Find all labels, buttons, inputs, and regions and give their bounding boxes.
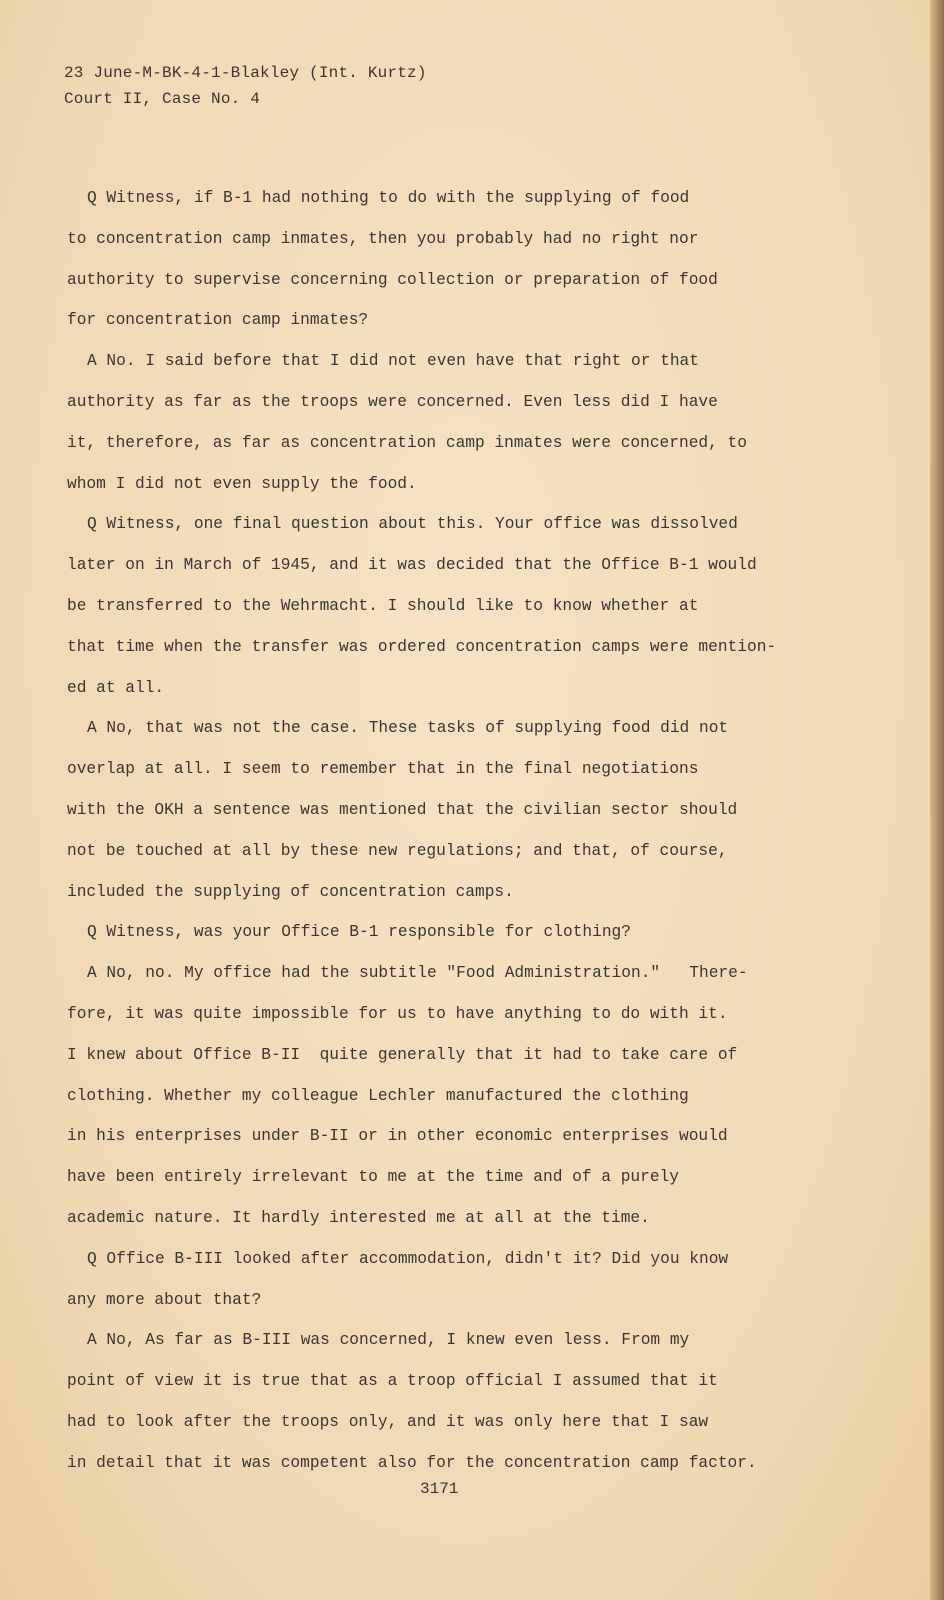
text-line: in detail that it was competent also for the concentration camp factor.	[67, 1453, 757, 1472]
text-line: ed at all.	[67, 678, 165, 697]
text-line: in his enterprises under B-II or in other economic enterprises would	[67, 1127, 728, 1146]
text-line: A No, no. My office had the subtitle "Food Administration." There-	[87, 964, 748, 983]
header-line-2: Court II, Case No. 4	[64, 90, 261, 108]
text-line: Q Witness, was your Office B-1 responsible for clothing?	[87, 923, 631, 942]
text-line: included the supplying of concentration camps.	[67, 882, 514, 901]
text-line: A No, As far as B-III was concerned, I knew even less. From my	[87, 1331, 690, 1350]
text-line: A No, that was not the case. These tasks of supplying food did not	[87, 719, 729, 738]
text-line: overlap at all. I seem to remember that in the final negotiations	[67, 760, 699, 779]
header-line-1: 23 June-M-BK-4-1-Blakley (Int. Kurtz)	[64, 64, 427, 82]
text-line: that time when the transfer was ordered concentration camps were mention-	[67, 637, 777, 656]
text-line: not be touched at all by these new regulations; and that, of course,	[67, 841, 728, 860]
text-line: it, therefore, as far as concentration camp inmates were concerned, to	[67, 433, 747, 452]
text-line: Q Witness, one final question about this. Your office was dissolved	[87, 515, 738, 534]
text-line: with the OKH a sentence was mentioned that the civilian sector should	[67, 800, 738, 819]
text-line: later on in March of 1945, and it was decided that the Office B-1 would	[67, 556, 757, 575]
text-line: any more about that?	[67, 1290, 262, 1309]
text-line: for concentration camp inmates?	[67, 311, 369, 330]
transcript-body	[0, 186, 930, 1492]
page-number: 3171	[420, 1480, 459, 1498]
text-line: A No. I said before that I did not even have that right or that	[87, 352, 699, 371]
text-line: I knew about Office B-II quite generally that it had to take care of	[67, 1045, 738, 1064]
text-line: to concentration camp inmates, then you probably had no right nor	[67, 229, 699, 248]
text-line: authority as far as the troops were concerned. Even less did I have	[67, 392, 718, 411]
page-edge	[930, 0, 944, 1600]
text-line: Q Witness, if B-1 had nothing to do with the supplying of food	[87, 189, 690, 207]
text-line: authority to supervise concerning collection or preparation of food	[67, 270, 718, 289]
text-line: have been entirely irrelevant to me at the time and of a purely	[67, 1168, 679, 1187]
text-line: had to look after the troops only, and it was only here that I saw	[67, 1412, 709, 1431]
text-line: whom I did not even supply the food.	[67, 474, 417, 493]
text-line: be transferred to the Wehrmacht. I should like to know whether at	[67, 596, 699, 615]
text-line: Q Office B-III looked after accommodation, didn't it? Did you know	[87, 1249, 729, 1268]
text-line: academic nature. It hardly interested me at all at the time.	[67, 1208, 650, 1227]
text-line: clothing. Whether my colleague Lechler manufactured the clothing	[67, 1086, 689, 1105]
text-line: point of view it is true that as a troop official I assumed that it	[67, 1372, 718, 1391]
text-line: fore, it was quite impossible for us to have anything to do with it.	[67, 1004, 728, 1023]
